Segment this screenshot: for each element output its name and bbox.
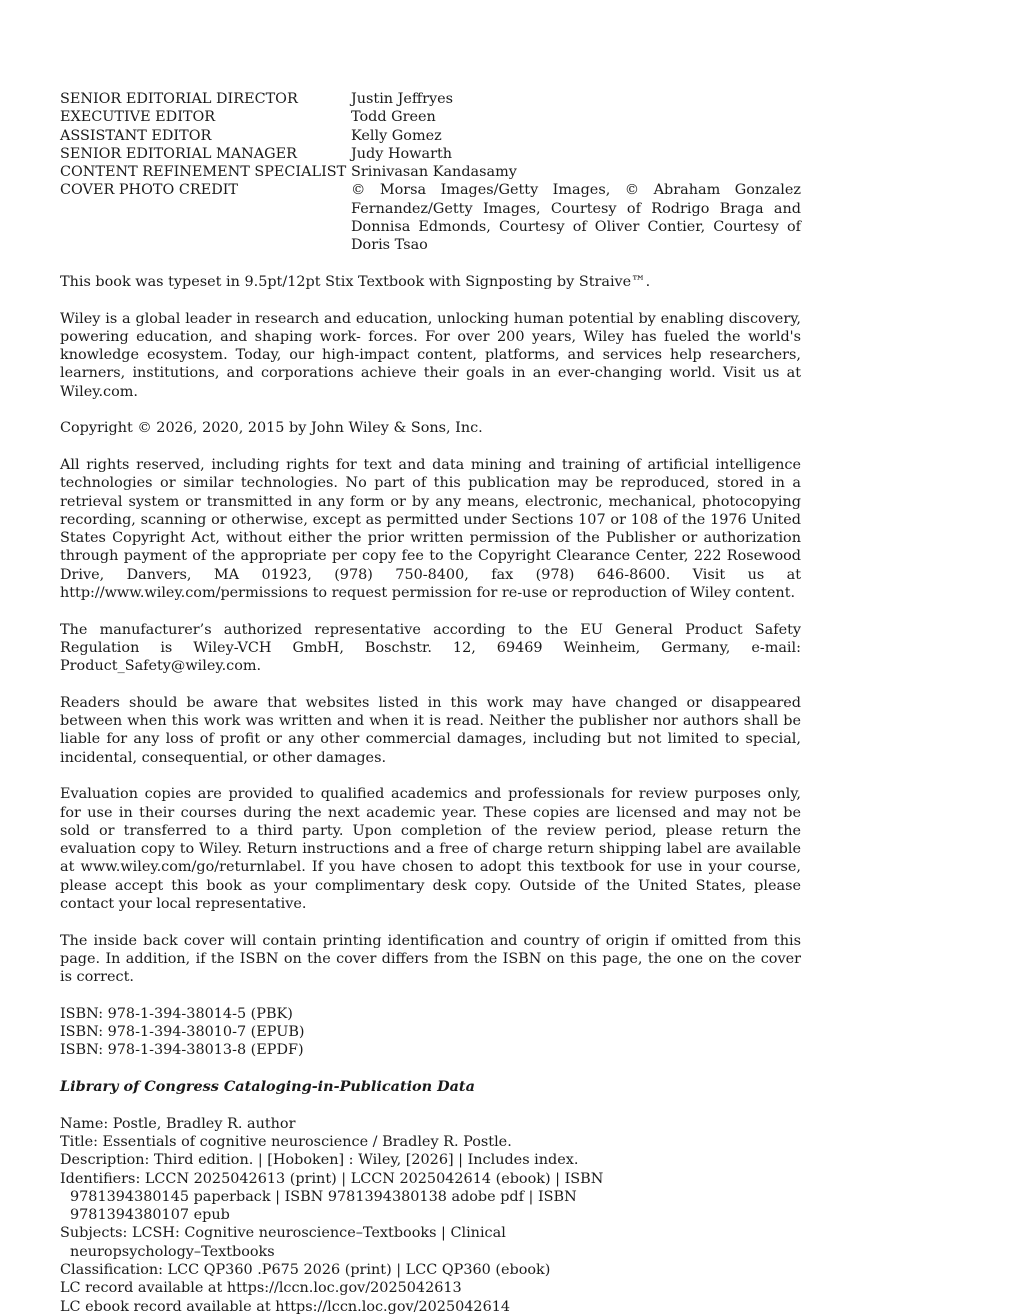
cip-line: Classification: LCC QP360 .P675 2026 (print) | LCC QP360 (ebook) — [60, 1262, 551, 1278]
credit-name: Kelly Gomez — [351, 127, 442, 144]
websites-disclaimer-paragraph: Readers should be aware that websites listed in this work may have changed or disappeared between when this work was written and when it is read. Neither the publisher nor authors shall be liable for any loss of profit or any other commercial damages, including but not limited to special, incidental, consequential, or other damages. — [60, 694, 801, 766]
back-cover-paragraph: The inside back cover will contain printing identification and country of origin if omitted from this page. In addition, if the ISBN on the cover differs from the ISBN on this page, the one on the cover is correct. — [60, 932, 801, 986]
eu-representative-paragraph: The manufacturer’s authorized representative according to the EU General Product Safety Regulation is Wiley-VCH GmbH, Boschstr. 12, 69469 Weinheim, Germany, e-mail: Product_Safety@wiley.com. — [60, 621, 801, 675]
rights-paragraph: All rights reserved, including rights for text and data mining and training of artificial intelligence technologies or similar technologies. No part of this publication may be reproduced, stored in a retrieval system or transmitted in any form or by any means, electronic, mechanical, photocopying recording, scanning or otherwise, except as permitted under Sections 107 or 108 of the 1976 United States Copyright Act, without either the prior written permission of the Publisher or authorization through payment of the appropriate per copy fee to the Copyright Clearance Center, 222 Rosewood Drive, Danvers, MA 01923, (978) 750-8400, fax (978) 646-8600. Visit us at http://www.wiley.com/permissions to request permission for re-use or reproduction of Wiley content. — [60, 456, 801, 602]
cip-line: 9781394380107 epub — [70, 1207, 230, 1224]
cip-line: 9781394380145 paperback | ISBN 9781394380138 adobe pdf | ISBN — [70, 1188, 577, 1205]
credits-list — [60, 90, 801, 255]
credit-name: Todd Green — [351, 109, 436, 126]
cip-heading: Library of Congress Cataloging-in-Publication Data — [60, 1078, 475, 1096]
isbn-line: ISBN: 978-1-394-38014-5 (PBK) — [60, 1005, 293, 1022]
credit-name: Judy Howarth — [351, 145, 452, 162]
about-wiley-paragraph: Wiley is a global leader in research and education, unlocking human potential by enabling discovery, powering education, and shaping work- forces. For over 200 years, Wiley has fueled the world's knowledge ecosystem. Today, our high-impact content, platforms, and services help researchers, learners, institutions, and corporations achieve their goals in an ever-changing world. Visit us at Wiley.com. — [60, 310, 801, 400]
cip-line: neuropsychology–Textbooks — [70, 1243, 275, 1260]
credit-role: EXECUTIVE EDITOR — [60, 109, 216, 126]
typeset-note: This book was typeset in 9.5pt/12pt Stix Textbook with Signposting by Straive™. — [60, 273, 651, 290]
credit-role: ASSISTANT EDITOR — [60, 127, 212, 144]
cip-line: Title: Essentials of cognitive neuroscience / Bradley R. Postle. — [60, 1133, 512, 1150]
cip-line: Description: Third edition. | [Hoboken] : Wiley, [2026] | Includes index. — [60, 1152, 579, 1169]
credit-name: Justin Jeffryes — [351, 91, 454, 107]
credit-name: © Morsa Images/Getty Images, © Abraham Gonzalez Fernandez/Getty Images, Courtesy of Rodrigo Braga and Donnisa Edmonds, Courtesy of Oliver Contier, Courtesy of Doris Tsao — [351, 182, 801, 254]
isbn-line: ISBN: 978-1-394-38010-7 (EPUB) — [60, 1024, 305, 1041]
cip-line: Name: Postle, Bradley R. author — [60, 1115, 296, 1132]
credit-role: CONTENT REFINEMENT SPECIALIST — [60, 164, 347, 181]
evaluation-copies-paragraph: Evaluation copies are provided to qualified academics and professionals for review purposes only, for use in their courses during the next academic year. These copies are licensed and may not be sold or transferred to a third party. Upon completion of the review period, please return the evaluation copy to Wiley. Return instructions and a free of charge return shipping label are available at www.wiley.com/go/returnlabel. If you have chosen to adopt this textbook for use in your course, please accept this book as your complimentary desk copy. Outside of the United States, please contact your local representative. — [60, 786, 801, 913]
credit-role: SENIOR EDITORIAL DIRECTOR — [60, 91, 298, 107]
copyright-line: Copyright © 2026, 2020, 2015 by John Wiley & Sons, Inc. — [60, 420, 483, 437]
credit-name: Srinivasan Kandasamy — [351, 164, 517, 181]
cip-line: Identifiers: LCCN 2025042613 (print) | LCCN 2025042614 (ebook) | ISBN — [60, 1170, 604, 1187]
cip-line: LC ebook record available at https://lccn.loc.gov/2025042614 — [60, 1298, 511, 1315]
copyright-page — [60, 90, 801, 1316]
cip-data-block — [60, 1115, 801, 1316]
credit-role: SENIOR EDITORIAL MANAGER — [60, 145, 297, 162]
cip-line: LC record available at https://lccn.loc.gov/2025042613 — [60, 1280, 462, 1297]
cip-line: Subjects: LCSH: Cognitive neuroscience–Textbooks | Clinical — [60, 1225, 506, 1242]
credit-role: COVER PHOTO CREDIT — [60, 182, 239, 199]
isbn-list — [60, 1005, 801, 1060]
isbn-line: ISBN: 978-1-394-38013-8 (EPDF) — [60, 1042, 304, 1059]
